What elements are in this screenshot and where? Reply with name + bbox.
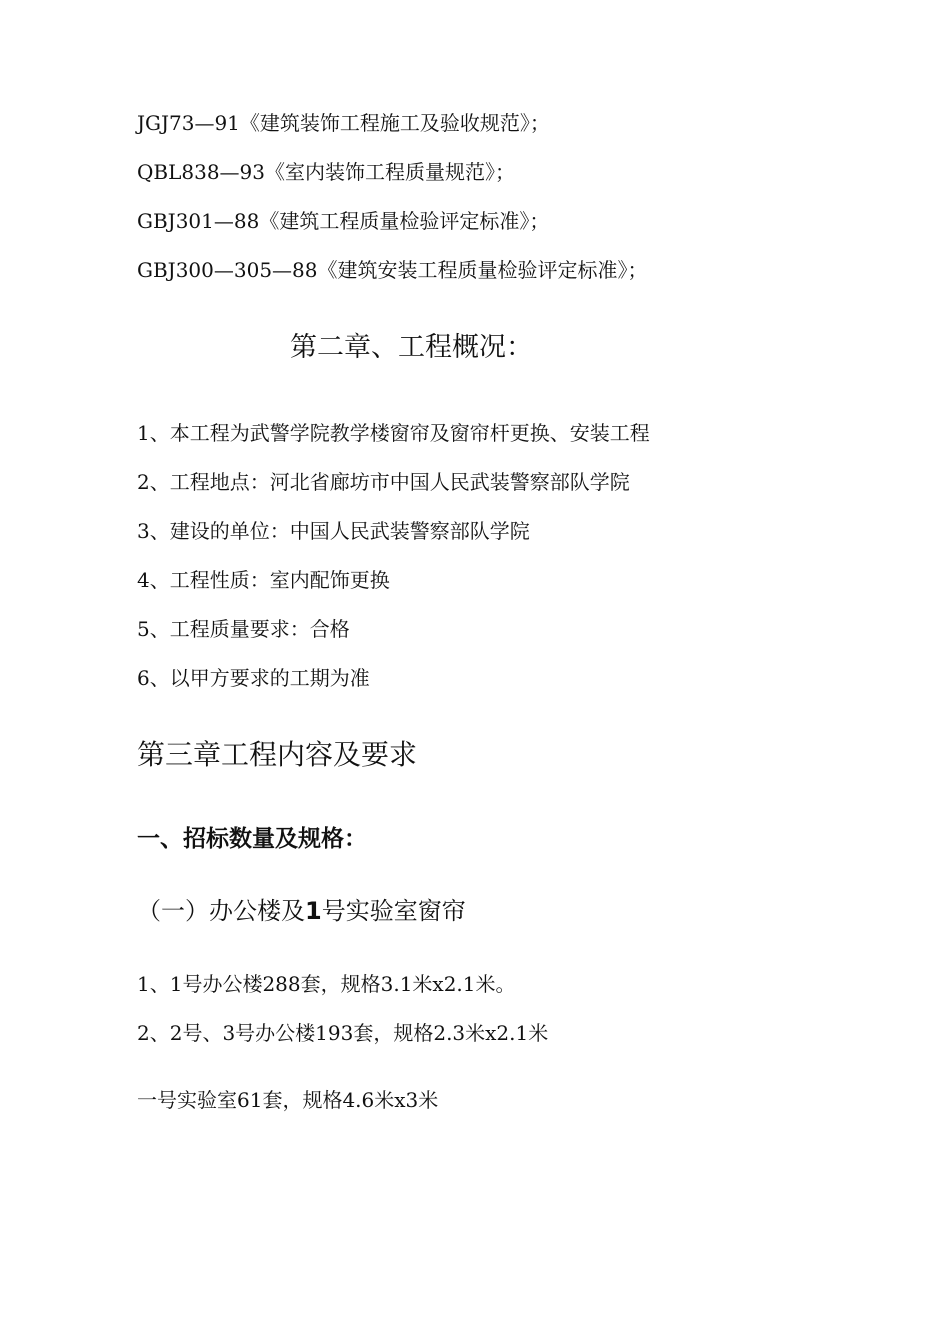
standard-item: QBL838—93《室内装饰工程质量规范》； bbox=[137, 160, 515, 184]
subsection-title bbox=[137, 895, 466, 927]
spec-item: 一号实验室61套，规格4.6米x3米 bbox=[137, 1088, 439, 1112]
overview-item: 5、工程质量要求：合格 bbox=[137, 617, 350, 641]
standard-item: JGJ73—91《建筑装饰工程施工及验收规范》； bbox=[137, 111, 550, 135]
overview-item: 4、工程性质：室内配饰更换 bbox=[137, 568, 390, 592]
standard-item: GBJ301—88《建筑工程质量检验评定标准》； bbox=[137, 209, 550, 233]
overview-item: 3、建设的单位：中国人民武装警察部队学院 bbox=[137, 519, 530, 543]
overview-item: 2、工程地点：河北省廊坊市中国人民武装警察部队学院 bbox=[137, 470, 630, 494]
spec-item: 1、1号办公楼288套，规格3.1米x2.1米。 bbox=[137, 972, 516, 996]
subsection-number: 1 bbox=[305, 897, 322, 925]
chapter-2-title: 第二章、工程概况： bbox=[290, 332, 533, 363]
overview-item: 1、本工程为武警学院教学楼窗帘及窗帘杆更换、安装工程 bbox=[137, 421, 650, 445]
overview-item: 6、以甲方要求的工期为准 bbox=[137, 666, 370, 690]
chapter-3-title: 第三章工程内容及要求 bbox=[137, 738, 418, 771]
subsection-suffix: 号实验室窗帘 bbox=[321, 897, 466, 925]
standard-item: GBJ300—305—88《建筑安装工程质量检验评定标准》； bbox=[137, 258, 648, 282]
spec-item: 2、2号、3号办公楼193套，规格2.3米x2.1米 bbox=[137, 1021, 549, 1045]
subsection-prefix: （一）办公楼及 bbox=[137, 897, 305, 925]
section-1-title: 一、招标数量及规格： bbox=[137, 826, 367, 852]
